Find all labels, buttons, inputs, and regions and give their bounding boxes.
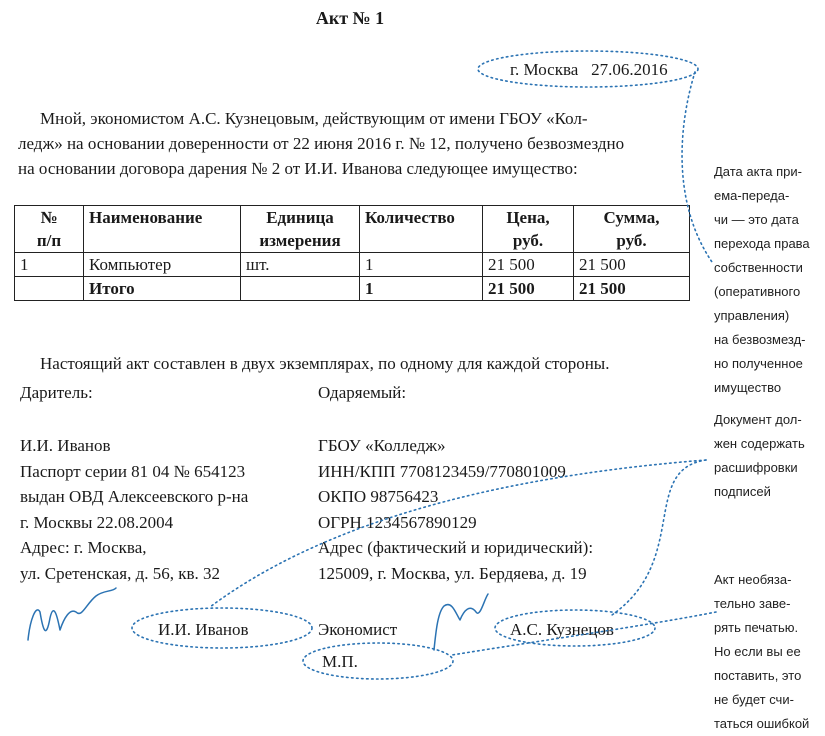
donor-signature-scribble — [28, 588, 116, 640]
note-act-date: Дата акта при- ема-переда- чи — это дата перехода права собственности (оперативного управления) на безвозмезд- но полученное имущество — [714, 164, 810, 395]
leader-line — [452, 612, 716, 655]
place-and-date: г. Москва 27.06.2016 — [510, 60, 668, 79]
recipient-signature-ellipse — [495, 610, 655, 646]
recipient-line: Адрес (фактический и юридический): — [318, 538, 594, 557]
stamp-ellipse — [303, 643, 453, 679]
table-cell: 21 500 — [483, 253, 574, 277]
column-header: Цена, руб. — [483, 206, 574, 253]
intro-line: на основании договора дарения № 2 от И.И. Иванова следующее имущество: — [18, 159, 578, 178]
leader-line — [612, 460, 706, 615]
leader-line — [682, 72, 712, 262]
table-cell: Итого — [84, 277, 241, 301]
table-cell: Компьютер — [84, 253, 241, 277]
donor-line: И.И. Иванов — [20, 436, 111, 455]
column-header: Единица измерения — [241, 206, 360, 253]
donor-line: Паспорт серии 81 04 № 654123 — [20, 461, 246, 481]
table-cell: 21 500 — [483, 277, 574, 301]
note-stamp: Акт необяза- тельно заве- рять печатью. Но если вы ее поставить, это не будет счи- таться ошибкой — [714, 572, 810, 731]
recipient-line: ИНН/КПП 7708123459/770801009 — [318, 461, 566, 481]
donor-signature-name: И.И. Иванов — [158, 620, 249, 639]
column-header: № п/п — [15, 206, 84, 253]
donor-signature-ellipse — [132, 608, 312, 648]
donor-heading: Даритель: — [20, 383, 93, 402]
donor-line: ул. Сретенская, д. 56, кв. 32 — [20, 563, 221, 583]
column-header: Сумма, руб. — [574, 206, 690, 253]
intro-line: Мной, экономистом А.С. Кузнецовым, действующим от имени ГБОУ «Кол- — [40, 109, 588, 128]
stamp-place: М.П. — [322, 652, 358, 671]
document-title: Акт № 1 — [315, 8, 385, 28]
table-cell: 1 — [360, 277, 483, 301]
table-cell: 21 500 — [574, 253, 690, 277]
donor-line: выдан ОВД Алексеевского р-на — [20, 487, 249, 506]
recipient-signature-scribble — [434, 594, 488, 650]
leader-line — [210, 460, 706, 607]
note-signatures: Документ дол- жен содержать расшифровки подписей — [714, 412, 805, 499]
recipient-line: ОКПО 98756423 — [318, 487, 439, 506]
table-cell: шт. — [241, 253, 360, 277]
recipient-position: Экономист — [318, 620, 398, 639]
column-header: Наименование — [84, 206, 241, 253]
column-header: Количество — [360, 206, 483, 253]
donor-line: Адрес: г. Москва, — [20, 538, 147, 557]
table-cell: 1 — [15, 253, 84, 277]
recipient-line: 125009, г. Москва, ул. Бердяева, д. 19 — [318, 563, 587, 583]
recipient-signature-name: А.С. Кузнецов — [510, 620, 614, 639]
recipient-line: ГБОУ «Колледж» — [318, 436, 446, 455]
table-cell: 21 500 — [574, 277, 690, 301]
recipient-heading: Одаряемый: — [318, 383, 407, 402]
intro-line: ледж» на основании доверенности от 22 июня 2016 г. № 12, получено безвозмездно — [18, 134, 625, 153]
recipient-line: ОГРН 1234567890129 — [318, 512, 477, 532]
table-cell: 1 — [360, 253, 483, 277]
closing-statement: Настоящий акт составлен в двух экземплярах, по одному для каждой стороны. — [40, 354, 610, 373]
date-highlight-ellipse — [478, 51, 698, 87]
donor-line: г. Москвы 22.08.2004 — [20, 512, 174, 532]
